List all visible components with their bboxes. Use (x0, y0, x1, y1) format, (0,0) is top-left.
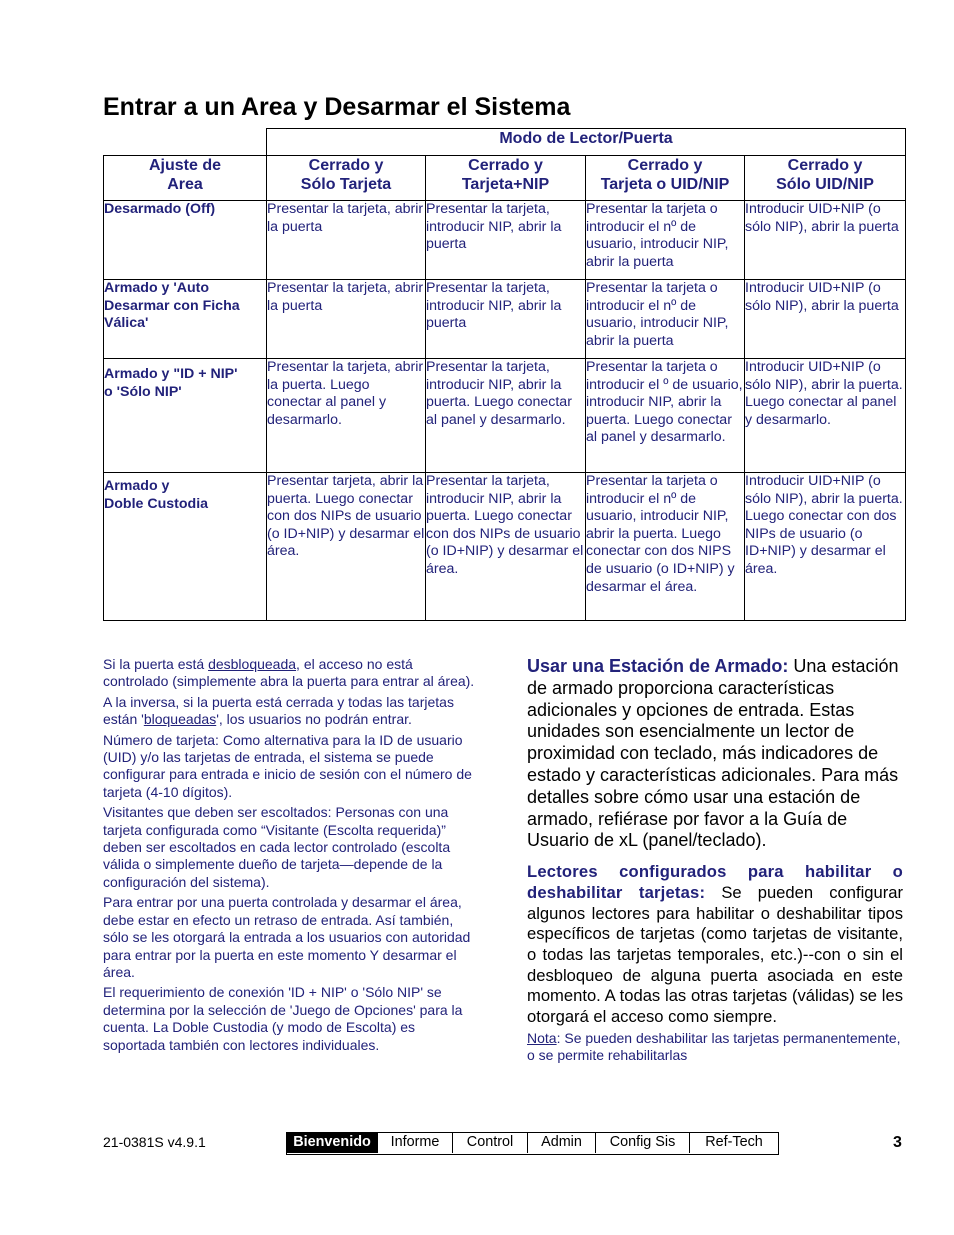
page-number: 3 (893, 1134, 902, 1151)
note-escort-visitors: Visitantes que deben ser escoltados: Personas con una tarjeta configurada como “Visitante (Escolta requerida)” deben ser escoltados en cada lector controlado (escolta válida o simplemente dueño de tarjeta—depende de la configuración del sistema). (103, 804, 451, 890)
note-id-pin-requirement: El requerimiento de conexión 'ID + NIP' o 'Sólo NIP' se determina por la selección de 'Juego de Opciones' para la cuenta. La Doble Custodia (y modo de Escolta) es soportada también con lectores individuales. (103, 984, 463, 1053)
column-header-line: Cerrado y (627, 157, 703, 174)
table-cell: Introducir UID+NIP (o sólo NIP), abrir la puerta (745, 201, 906, 280)
column-header-line: Cerrado y (468, 157, 543, 174)
row-label-disarmed (104, 201, 267, 280)
row-label-armed-dual-custody (104, 473, 267, 621)
table-corner-cell (104, 129, 267, 156)
table-row (104, 280, 906, 359)
column-header-line: Tarjeta o UID/NIP (600, 176, 730, 193)
row-header-line: Area (167, 176, 203, 193)
note-text: , el acceso no está controlado (simplemente abra la puerta para entrar al área). (103, 656, 475, 690)
table-cell: Introducir UID+NIP (o sólo NIP), abrir la puerta. Luego conectar con dos NIPs de usuario (o ID+NIP) y desarmar el área. (745, 473, 906, 621)
arming-station-heading: Usar una Estación de Armado: (527, 656, 789, 676)
readers-heading: Lectores configurados para habilitar o deshabilitar tarjetas: (527, 862, 903, 902)
column-header-line: Cerrado y (787, 157, 863, 174)
arming-station-paragraph (527, 656, 903, 852)
table-cell: Presentar la tarjeta o introducir el nº de usuario, introducir NIP, abrir la puerta (586, 201, 745, 280)
note-text: Si la puerta está (103, 656, 209, 672)
readers-paragraph (527, 862, 903, 1028)
row-header-line: Ajuste de (148, 157, 221, 174)
document-id: 21-0381S v4.9.1 (103, 1134, 206, 1150)
readers-text: Se pueden configurar algunos lectores para habilitar o deshabilitar tipos específicos de tarjetas (como tarjetas de visitante, o todas las tarjetas temporales, etc.)--con o sin el desbloqueo de alguna puerta asociada en este momento. A todas las otras tarjetas (válidas) se les otorgará el acceso como siempre. (527, 882, 903, 1027)
column-header-line: Tarjeta+NIP (461, 176, 550, 193)
row-label-line: Armado y (104, 478, 170, 494)
note-underlined-term: bloqueadas (143, 711, 217, 728)
row-label-line: o 'Sólo NIP' (104, 383, 182, 400)
note-text: A la inversa, si la puerta está cerrada y todas las tarjetas están ' (103, 693, 454, 728)
nav-ref-tech[interactable]: Ref-Tech (689, 1133, 778, 1153)
right-column (527, 656, 903, 1065)
column-header-line: Sólo Tarjeta (300, 176, 392, 193)
arming-station-text: Una estación de armado proporciona características adicionales y opciones de entrada. Estas unidades son esencialmente un lector de proximidad con teclado, más indicadores de estado y características adicionales. Para más detalles sobre cómo usar una estación de armado, refiérase por favor a la Guía de Usuario de xL (panel/teclado). (527, 656, 899, 851)
table-cell: Presentar la tarjeta, abrir la puerta. Luego conectar al panel y desarmarlo. (267, 359, 426, 473)
table-cell: Presentar la tarjeta, abrir la puerta (267, 280, 426, 359)
table-cell: Presentar la tarjeta, introducir NIP, abrir la puerta (426, 201, 586, 280)
table-cell: Presentar la tarjeta, introducir NIP, abrir la puerta. Luego conectar al panel y desarmarlo. (426, 359, 586, 473)
table-row (104, 473, 906, 621)
column-header-card-only (267, 156, 426, 201)
note-entry-delay: Para entrar por una puerta controlada y desarmar el área, debe estar en efecto un retraso de entrada. Así también, sólo se les otorgará la entrada a los usuarios con autoridad para entrar por la puerta en este momento Y desarmar el área. (103, 894, 471, 980)
page-title: Entrar a un Area y Desarmar el Sistema (103, 93, 571, 121)
row-label-line: Doble Custodia (104, 495, 209, 512)
row-label-armed-id-pin (104, 359, 267, 473)
note-card-number: Número de tarjeta: Como alternativa para la ID de usuario (UID) y/o las tarjetas de entrada, el sistema se puede configurar para entrada e inicio de sesión con el número de tarjeta (4-10 dígitos). (103, 731, 472, 800)
mode-group-header: Modo de Lector/Puerta (267, 129, 906, 156)
column-header-line: Sólo UID/NIP (776, 176, 874, 193)
nav-config-sis[interactable]: Config Sis (595, 1133, 689, 1153)
readers-note (527, 1030, 903, 1065)
row-label-armed-auto-disarm (104, 280, 267, 359)
footer-nav (286, 1132, 779, 1155)
row-label-line: Desarmar con Ficha (104, 297, 240, 314)
column-header-uid-only (745, 156, 906, 201)
note-locked (103, 694, 481, 729)
row-label-line: Desarmado (Off) (104, 201, 216, 217)
nav-bienvenido[interactable]: Bienvenido (287, 1133, 377, 1153)
column-header-card-pin (426, 156, 586, 201)
column-header-line: Cerrado y (308, 157, 384, 174)
table-cell: Presentar la tarjeta o introducir el º de usuario, introducir NIP, abrir la puerta. Luego conectar al panel y desarmarlo. (586, 359, 745, 473)
row-label-line: Armado y 'Auto (104, 280, 210, 296)
note-unlocked (103, 656, 481, 691)
note-text: ', los usuarios no podrán entrar. (216, 711, 412, 728)
table-cell: Presentar la tarjeta, introducir NIP, abrir la puerta. Luego conectar con dos NIPs de usuario (o ID+NIP) y desarmar el área. (426, 473, 586, 621)
table-cell: Introducir UID+NIP (o sólo NIP), abrir la puerta (745, 280, 906, 359)
table-cell: Presentar la tarjeta, introducir NIP, abrir la puerta (426, 280, 586, 359)
note-underlined-term: desbloqueada (208, 656, 297, 672)
row-label-line: Válica' (104, 315, 149, 332)
nav-control[interactable]: Control (452, 1133, 527, 1153)
column-header-card-or-uid (586, 156, 745, 201)
nav-admin[interactable]: Admin (527, 1133, 595, 1153)
table-cell: Presentar la tarjeta, abrir la puerta (267, 201, 426, 280)
side-notes (103, 656, 481, 1057)
table-cell: Introducir UID+NIP (o sólo NIP), abrir la puerta. Luego conectar al panel y desarmarlo. (745, 359, 906, 473)
table-cell: Presentar tarjeta, abrir la puerta. Luego conectar con dos NIPs de usuario (o ID+NIP) y desarmar el área. (267, 473, 426, 621)
table-cell: Presentar la tarjeta o introducir el nº de usuario, introducir NIP, abrir la puerta. Luego conectar con dos NIPS de usuario (o ID+NIP) y desarmar el área. (586, 473, 745, 621)
reader-door-mode-table (103, 128, 906, 621)
table-row (104, 201, 906, 280)
row-header-area-setting (104, 156, 267, 201)
note-label: Nota (527, 1029, 557, 1046)
row-label-line: Armado y "ID + NIP' (104, 366, 238, 382)
nav-informe[interactable]: Informe (377, 1133, 452, 1153)
note-text: : Se pueden deshabilitar las tarjetas permanentemente, o se permite rehabilitarlas (527, 1029, 901, 1064)
table-cell: Presentar la tarjeta o introducir el nº de usuario, introducir NIP, abrir la puerta (586, 280, 745, 359)
table-row (104, 359, 906, 473)
